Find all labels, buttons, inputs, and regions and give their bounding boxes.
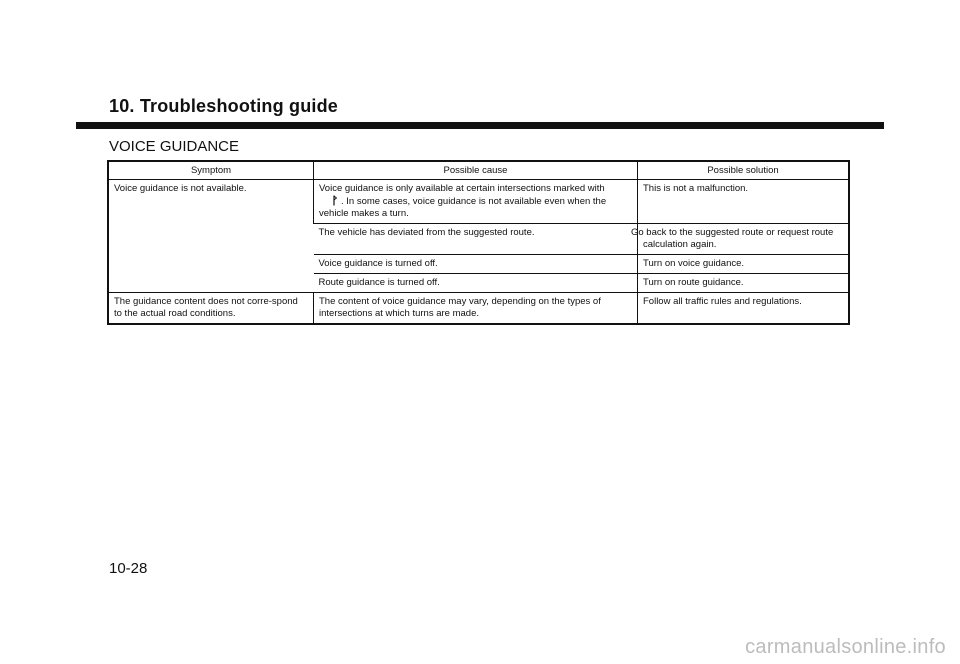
symptom-cell: Voice guidance is not available.	[108, 180, 314, 293]
table-header-row	[108, 161, 849, 180]
solution-cell: Go back to the suggested route or request route calculation again.	[638, 224, 850, 255]
solution-cell: Follow all traffic rules and regulations.	[638, 293, 850, 325]
cause-text-continued: . In some cases, voice guidance is not available even when the vehicle makes a turn.	[319, 196, 607, 219]
column-header-solution: Possible solution	[638, 161, 850, 180]
cause-cell: Route guidance is turned off.	[314, 274, 638, 293]
symptom-cell: The guidance content does not corre-spond to the actual road conditions.	[108, 293, 314, 325]
chapter-rule	[76, 122, 884, 129]
solution-cell: Turn on route guidance.	[638, 274, 850, 293]
troubleshooting-table	[107, 160, 850, 325]
column-header-symptom: Symptom	[108, 161, 314, 180]
cause-cell: The vehicle has deviated from the suggested route.	[314, 224, 638, 255]
section-title: VOICE GUIDANCE	[109, 138, 240, 155]
table-row	[108, 293, 849, 325]
solution-cell: This is not a malfunction.	[638, 180, 850, 224]
cause-cell	[314, 180, 638, 224]
cause-cell: The content of voice guidance may vary, depending on the types of intersections at which turns are made.	[314, 293, 638, 325]
watermark: carmanualsonline.info	[745, 636, 946, 658]
solution-cell: Turn on voice guidance.	[638, 255, 850, 274]
column-header-cause: Possible cause	[314, 161, 638, 180]
guidance-point-icon	[329, 195, 339, 206]
chapter-title: 10. Troubleshooting guide	[109, 96, 339, 116]
cause-cell: Voice guidance is turned off.	[314, 255, 638, 274]
cause-text: Voice guidance is only available at certain intersections marked with	[319, 183, 605, 194]
table-row	[108, 180, 849, 224]
page-number: 10-28	[109, 560, 148, 577]
